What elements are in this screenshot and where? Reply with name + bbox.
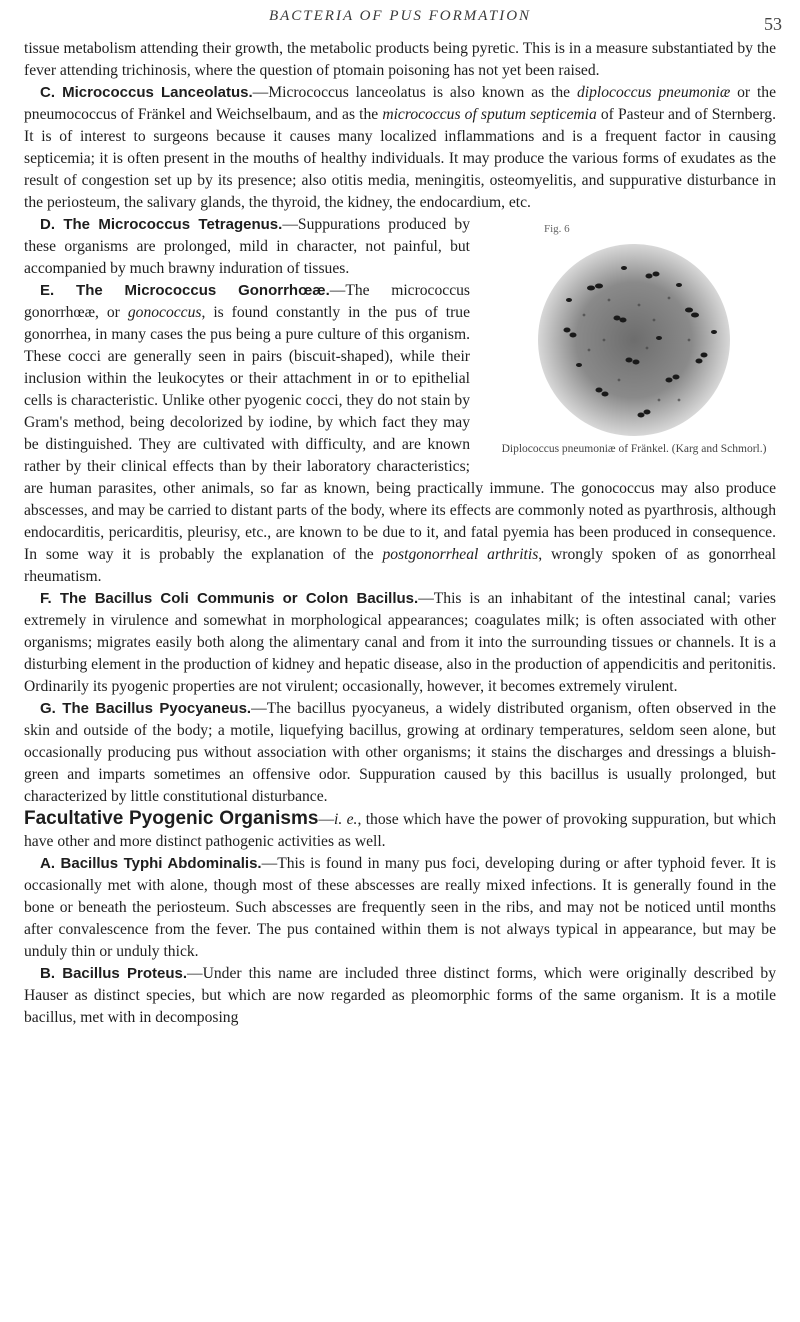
italic-term: gonococcus xyxy=(127,304,202,321)
italic-term: postgonorrheal arthritis xyxy=(382,546,539,563)
text-span: — xyxy=(318,811,335,828)
text-span: —This is an inhabitant of the intestinal canal; varies extremely in virulence and somewhat in morphological appearances; coagulates milk; is often associated with other organisms; migrates easily both along the alimentary canal and from it into the surrounding tissues or channels. It is a disturbing element in the production of kidney and hepatic disease, also in the production of appendicitis and peritonitis. Ordinarily its pyogenic properties are not virulent; occasionally, however, it becomes extremely virulent. xyxy=(24,590,776,695)
text-span: , wrongly spoken of as gonorrheal rheumatism. xyxy=(24,546,776,585)
text-span: or the pneumococcus of Fränkel and Weichselbaum, and as the xyxy=(24,84,776,123)
section-heading-b: B. Bacillus Proteus. xyxy=(40,965,188,982)
text-span: , those which have the power of provoking suppuration, but which have other and more distinct pathogenic activities as well. xyxy=(24,811,776,850)
section-heading-f: F. The Bacillus Coli Communis or Colon Bacillus. xyxy=(40,590,419,607)
italic-term: i. e. xyxy=(334,811,358,828)
paragraph-bacillus-proteus xyxy=(24,963,776,1029)
section-heading-d: D. The Micrococcus Tetragenus. xyxy=(40,216,283,233)
page-body xyxy=(24,38,776,1029)
text-span: —Under this name are included three distinct forms, which were originally described by Hauser as distinct species, but which are now regarded as pleomorphic forms of the same organism. It is a motile bacillus, met with in decomposing xyxy=(24,965,777,1026)
figure-diplococcus xyxy=(484,218,784,456)
micrograph-illustration xyxy=(529,240,739,440)
paragraph-bacillus-coli xyxy=(24,588,776,698)
section-heading-g: G. The Bacillus Pyocyaneus. xyxy=(40,700,252,717)
text-span: —The bacillus pyocyaneus, a widely distributed organism, often observed in the skin and outside of the body; a motile, liquefying bacillus, growing at ordinary temperatures, seldom seen alone, but occasionally producing pus without association with other organisms; it stains the discharges and dressings a bluish-green and imparts sometimes an offensive odor. Suppuration caused by this bacillus is usually prolonged, but characterized by little constitutional disturbance. xyxy=(24,700,777,805)
section-heading-c: C. Micrococcus Lanceolatus. xyxy=(40,84,253,101)
running-title: BACTERIA OF PUS FORMATION xyxy=(268,8,532,24)
section-heading-a: A. Bacillus Typhi Abdominalis. xyxy=(40,855,262,872)
section-heading-e: E. The Micrococcus Gonorrhœæ. xyxy=(40,282,330,299)
paragraph-bacillus-typhi xyxy=(24,853,776,963)
text-span: —Suppurations produced by these organisms are prolonged, mild in character, not painful, but accompanied by much brawny induration of tissues. xyxy=(24,216,470,277)
paragraph-facultative-pyogenic xyxy=(24,808,776,853)
paragraph-micrococcus-lanceolatus xyxy=(24,82,776,214)
text-span: —This is found in many pus foci, developing during or after typhoid fever. It is occasionally met with alone, though most of these abscesses are really mixed infections. It is generally found in the bone or beneath the periosteum. Such abscesses are frequently seen in the ribs, and may not be noticed until months after convalescence from the fever. The pus contained within them is not always typical in appearance, but may be unduly thin or unduly thick. xyxy=(24,855,776,960)
micrograph-field xyxy=(538,244,730,436)
section-heading-facultative: Facultative Pyogenic Organisms xyxy=(24,808,319,829)
text-span: —Micrococcus lanceolatus is also known as the xyxy=(252,84,577,101)
paragraph-intro: tissue metabolism attending their growth, the metabolic products being pyretic. This is in a measure substantiated by the fever attending trichinosis, where the question of ptomain poisoning has not yet been raised. xyxy=(24,40,776,79)
figure-caption: Diplococcus pneumoniæ of Fränkel. (Karg and Schmorl.) xyxy=(501,443,767,455)
text-span: , is found constantly in the pus of true gonorrhea, in many cases the pus being a pure culture of this organism. These cocci are generally seen in pairs (biscuit-shaped), while their inclusion within the leukocytes or their attachment in or to epithelial cells is characteristic. Unlike other pyogenic cocci, they do not stain by Gram's method, being decolorized by iodine, by which fact they may be distinguished. They are cultivated with difficulty, and are known rather by their clinical effects than by their laboratory characteristics; are human parasites, other animals, so far as known, being practically immune. The gonococcus may also produce abscesses, and may be carried to distant parts of the body, where its effects are commonly noted as pyarthrosis, although endocarditis, pericarditis, pleurisy, etc., are known to be due to it, and fatal pyemia has been produced in consequence. In some way it is probably the explanation of the xyxy=(24,304,776,563)
figure-label: Fig. 6 xyxy=(544,223,570,235)
page-number: 53 xyxy=(764,14,782,34)
italic-term: diplococcus pneumoniæ xyxy=(576,84,731,101)
paragraph-bacillus-pyocyaneus xyxy=(24,698,776,808)
italic-term: micrococcus of sputum septicemia xyxy=(382,106,597,123)
text-span: of Pasteur and of Sternberg. It is of interest to surgeons because it causes many localized inflammations and is a frequent factor in causing septicemia; it is often present in the mouths of healthy individuals. It may produce the various forms of exudates as the result of congestion set up by its presence; also otitis media, meningitis, osteomyelitis, and suppurative disturbance in the periosteum, the salivary glands, the thyroid, the kidney, the endocardium, etc. xyxy=(24,106,776,211)
text-span: —The micrococcus gonorrhœæ, or xyxy=(24,282,470,321)
